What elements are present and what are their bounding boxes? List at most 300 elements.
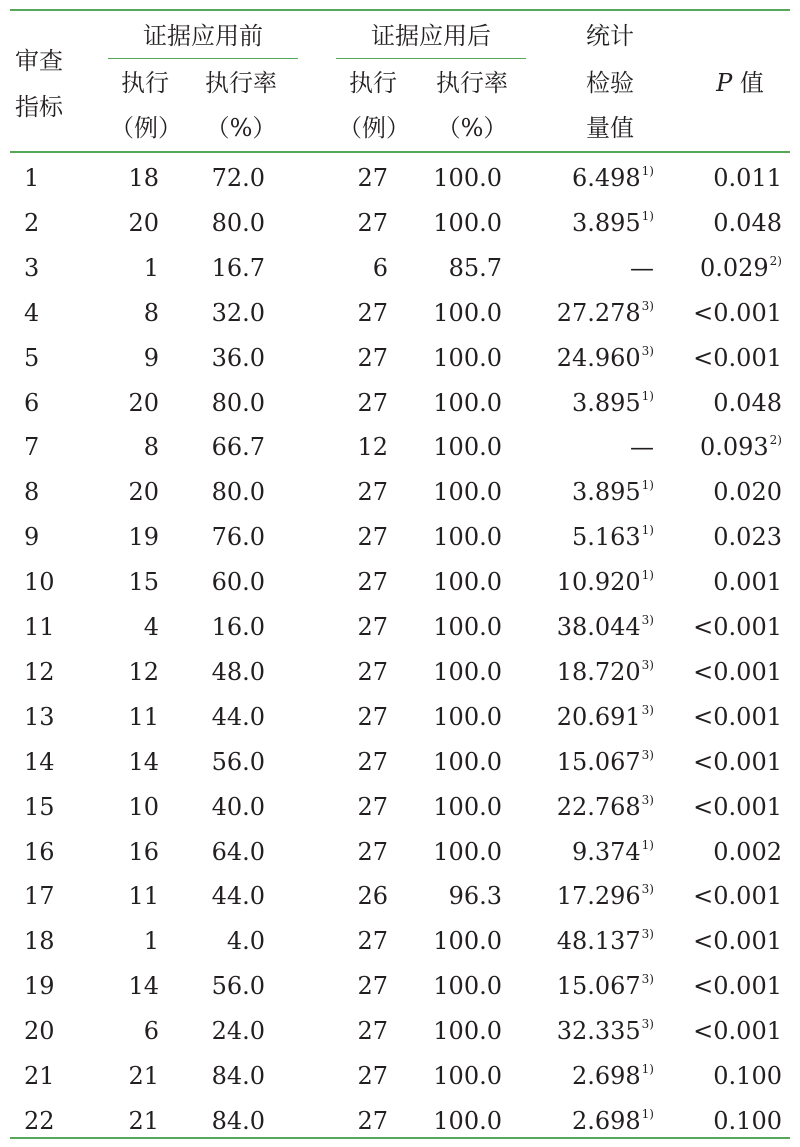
cell-value: 21 (24, 1062, 55, 1090)
cell-b-r (200, 298, 265, 328)
cell-stat (530, 657, 654, 687)
cell-a-r (430, 881, 502, 911)
header-before-exec-unit: （例） (110, 114, 182, 142)
cell-p (660, 432, 782, 462)
cell-id (24, 522, 84, 552)
cell-value: 12 (357, 433, 388, 462)
header-after-rate-unit: （%） (436, 114, 508, 142)
cell-id (24, 747, 84, 777)
cell-value: 11 (24, 613, 55, 641)
cell-value: — (630, 433, 654, 462)
header-after-rate: 执行率 (436, 69, 508, 97)
cell-b-r (200, 1016, 265, 1046)
cell-stat (530, 612, 654, 642)
cell-value: 20 (128, 478, 159, 507)
cell-b-r (200, 792, 265, 822)
cell-stat (530, 926, 654, 956)
cell-value: 20 (24, 1017, 55, 1046)
cell-stat (530, 792, 654, 822)
cell-stat (530, 1106, 654, 1136)
table-row (10, 425, 790, 470)
cell-value: <0.001 (693, 792, 782, 821)
cell-value: 18.720 (556, 657, 641, 686)
cell-id (24, 702, 84, 732)
cell-value: 14 (24, 747, 55, 776)
cell-value: 100.0 (433, 208, 502, 237)
cell-b-n (106, 1106, 159, 1136)
cell-value: 20 (128, 208, 159, 237)
cell-value: 27 (357, 568, 388, 597)
cell-value: <0.001 (693, 298, 782, 327)
cell-value: 13 (24, 702, 55, 731)
cell-a-n (340, 253, 388, 283)
cell-a-r (430, 163, 502, 193)
cell-value: 100.0 (433, 702, 502, 731)
cell-value: — (630, 253, 654, 282)
cell-id (24, 567, 84, 597)
cell-value: 27 (357, 657, 388, 686)
cell-b-n (106, 747, 159, 777)
cell-p (660, 1061, 782, 1091)
cell-value: 6.498 (571, 164, 641, 192)
table-row (10, 964, 790, 1009)
cell-value: 2.698 (571, 1106, 641, 1135)
cell-value: 14 (128, 972, 159, 1001)
cell-value: <0.001 (693, 343, 782, 372)
cell-value: 17 (24, 882, 55, 911)
cell-value: 0.001 (713, 568, 782, 597)
cell-b-n (106, 926, 159, 956)
cell-b-r (200, 477, 265, 507)
cell-a-r (430, 926, 502, 956)
cell-a-r (430, 1061, 502, 1091)
cell-value: 84.0 (211, 1106, 265, 1135)
cell-value: 8 (143, 433, 159, 462)
table-row (10, 246, 790, 291)
cell-a-n (340, 881, 388, 911)
cell-a-r (430, 567, 502, 597)
cell-value: 0.093 (699, 433, 769, 462)
cell-value: 16.7 (211, 253, 265, 282)
cell-value: 27 (357, 478, 388, 507)
cell-stat (530, 971, 654, 1001)
cell-p (660, 477, 782, 507)
footnote-marker: 1) (641, 837, 654, 852)
cell-value: 21 (128, 1062, 159, 1090)
table-row (10, 919, 790, 964)
cell-value: 66.7 (211, 433, 265, 462)
table-bottom-rule (10, 1137, 790, 1139)
cell-value: 60.0 (211, 568, 265, 597)
cell-a-n (340, 1106, 388, 1136)
cell-value: 0.020 (713, 478, 782, 507)
cell-value: 27 (357, 1062, 388, 1090)
cell-value: 100.0 (433, 613, 502, 641)
cell-a-n (340, 702, 388, 732)
table-row (10, 785, 790, 830)
table-row (10, 560, 790, 605)
cell-a-n (340, 388, 388, 418)
cell-value: 36.0 (211, 343, 265, 372)
cell-value: 44.0 (211, 702, 265, 731)
cell-p (660, 747, 782, 777)
cell-value: 100.0 (433, 523, 502, 552)
cell-value: 96.3 (448, 882, 502, 911)
cell-b-n (106, 388, 159, 418)
cell-p (660, 792, 782, 822)
cell-value: 20 (128, 388, 159, 417)
cell-stat (530, 343, 654, 373)
cell-value: 26 (357, 882, 388, 911)
table-row (10, 515, 790, 560)
footnote-marker: 3) (641, 792, 654, 807)
cell-value: 100.0 (433, 343, 502, 372)
cell-b-r (200, 567, 265, 597)
cell-value: 0.023 (713, 523, 782, 552)
footnote-marker: 1) (641, 568, 654, 583)
cell-value: 0.048 (713, 208, 782, 237)
cell-id (24, 971, 84, 1001)
cell-id (24, 298, 84, 328)
cell-value: 19 (24, 972, 55, 1001)
cell-value: 100.0 (433, 657, 502, 686)
footnote-marker: 3) (641, 972, 654, 987)
table-row (10, 470, 790, 515)
cell-value: <0.001 (693, 657, 782, 686)
cell-b-r (200, 702, 265, 732)
cell-value: 21 (128, 1106, 159, 1135)
cell-b-r (200, 208, 265, 238)
cell-value: 15 (24, 792, 55, 821)
cell-id (24, 343, 84, 373)
cell-b-r (200, 163, 265, 193)
cell-value: 0.029 (699, 253, 769, 282)
cell-value: 27 (357, 927, 388, 956)
table-row (10, 830, 790, 875)
footnote-marker: 3) (641, 882, 654, 897)
cell-stat (530, 477, 654, 507)
cell-value: 6 (143, 1017, 159, 1046)
table-row (10, 291, 790, 336)
cell-id (24, 253, 84, 283)
header-p-value (690, 68, 790, 98)
cell-b-n (106, 881, 159, 911)
cell-p (660, 971, 782, 1001)
cell-b-r (200, 971, 265, 1001)
cell-id (24, 388, 84, 418)
cell-value: <0.001 (693, 927, 782, 956)
table-row (10, 650, 790, 695)
cell-stat (530, 522, 654, 552)
cell-value: 27 (357, 792, 388, 821)
cell-value: 56.0 (211, 747, 265, 776)
cell-value: 27 (357, 298, 388, 327)
cell-b-n (106, 657, 159, 687)
cell-value: 27 (357, 1017, 388, 1046)
cell-id (24, 208, 84, 238)
cell-value: <0.001 (693, 882, 782, 911)
cell-stat (530, 432, 654, 462)
header-p-suffix: 值 (732, 69, 764, 97)
cell-b-r (200, 1061, 265, 1091)
cell-p (660, 1016, 782, 1046)
cell-value: 64.0 (211, 837, 265, 866)
cell-value: 27 (357, 1106, 388, 1135)
cell-a-n (340, 298, 388, 328)
cell-p (660, 522, 782, 552)
cell-value: 18 (24, 927, 55, 956)
footnote-marker: 1) (641, 1106, 654, 1121)
cell-a-r (430, 208, 502, 238)
cell-value: 27 (357, 208, 388, 237)
cell-value: 0.100 (713, 1062, 782, 1090)
header-bottom-rule (10, 151, 790, 153)
cell-id (24, 657, 84, 687)
cell-b-n (106, 343, 159, 373)
cell-value: 72.0 (211, 164, 265, 192)
cell-value: 100.0 (433, 298, 502, 327)
cell-stat (530, 388, 654, 418)
footnote-marker: 3) (641, 613, 654, 627)
cell-a-r (430, 657, 502, 687)
cell-b-r (200, 432, 265, 462)
cell-p (660, 702, 782, 732)
footnote-marker: 3) (641, 747, 654, 762)
cell-a-r (430, 612, 502, 642)
cell-a-n (340, 837, 388, 867)
cell-value: <0.001 (693, 1017, 782, 1046)
cell-value: 27 (357, 343, 388, 372)
cell-value: 3.895 (571, 478, 641, 507)
cell-p (660, 343, 782, 373)
cell-value: 9 (143, 343, 159, 372)
cell-stat (530, 1061, 654, 1091)
header-stat-line3: 量值 (586, 114, 634, 142)
cell-value: 22 (24, 1106, 55, 1135)
cell-value: 5 (24, 343, 40, 372)
cell-value: 20.691 (556, 702, 641, 731)
cell-value: 100.0 (433, 388, 502, 417)
header-indicator-line2: 指标 (15, 93, 63, 121)
footnote-marker: 1) (641, 1062, 654, 1076)
cell-a-r (430, 1016, 502, 1046)
cell-value: 100.0 (433, 478, 502, 507)
cell-b-r (200, 522, 265, 552)
cell-stat (530, 208, 654, 238)
cell-value: 27 (357, 972, 388, 1001)
cell-id (24, 163, 84, 193)
cell-a-r (430, 432, 502, 462)
cell-a-n (340, 477, 388, 507)
header-p-letter: P (716, 69, 733, 97)
cell-value: 4 (143, 613, 159, 641)
footnote-marker: 2) (769, 433, 782, 448)
cell-value: 0.002 (713, 837, 782, 866)
cell-b-n (106, 792, 159, 822)
cell-id (24, 612, 84, 642)
cell-value: 0.048 (713, 388, 782, 417)
group-before-underline (108, 58, 298, 59)
cell-value: 14 (128, 747, 159, 776)
cell-value: 80.0 (211, 208, 265, 237)
header-indicator-line1: 审查 (15, 47, 63, 75)
cell-a-r (430, 747, 502, 777)
cell-value: 4.0 (226, 927, 265, 956)
cell-p (660, 1106, 782, 1136)
cell-a-n (340, 1016, 388, 1046)
cell-value: 6 (372, 253, 388, 282)
cell-a-r (430, 702, 502, 732)
cell-value: 27 (357, 164, 388, 192)
cell-a-n (340, 163, 388, 193)
cell-value: 10 (128, 792, 159, 821)
cell-value: 17.296 (556, 882, 641, 911)
cell-value: 85.7 (448, 253, 502, 282)
cell-b-n (106, 837, 159, 867)
footnote-marker: 1) (641, 208, 654, 223)
cell-value: 18 (128, 164, 159, 192)
cell-value: 76.0 (211, 523, 265, 552)
cell-b-n (106, 298, 159, 328)
cell-value: 27 (357, 837, 388, 866)
cell-value: 0.011 (713, 164, 782, 192)
cell-value: 16 (128, 837, 159, 866)
table-top-rule (10, 9, 790, 11)
cell-value: <0.001 (693, 972, 782, 1001)
footnote-marker: 3) (641, 1017, 654, 1032)
cell-value: 19 (128, 523, 159, 552)
footnote-marker: 1) (641, 164, 654, 178)
cell-p (660, 163, 782, 193)
cell-stat (530, 702, 654, 732)
cell-a-n (340, 432, 388, 462)
header-stat-line2: 检验 (586, 69, 634, 97)
table-row (10, 336, 790, 381)
cell-stat (530, 1016, 654, 1046)
table-row (10, 201, 790, 246)
cell-value: 12 (24, 657, 55, 686)
cell-p (660, 567, 782, 597)
cell-value: 3.895 (571, 208, 641, 237)
cell-a-r (430, 343, 502, 373)
cell-value: 0.100 (713, 1106, 782, 1135)
cell-value: 32.335 (556, 1017, 641, 1046)
header-group-before: 证据应用前 (143, 22, 263, 50)
cell-b-n (106, 522, 159, 552)
cell-value: 22.768 (556, 792, 641, 821)
cell-value: 48.0 (211, 657, 265, 686)
cell-id (24, 792, 84, 822)
cell-value: 100.0 (433, 837, 502, 866)
cell-p (660, 612, 782, 642)
cell-value: 16.0 (211, 613, 265, 641)
header-group-after: 证据应用后 (371, 22, 491, 50)
cell-value: 9.374 (571, 837, 641, 866)
cell-b-r (200, 1106, 265, 1136)
cell-value: 4 (24, 298, 40, 327)
cell-a-n (340, 971, 388, 1001)
cell-value: 8 (24, 478, 40, 507)
cell-b-n (106, 612, 159, 642)
cell-id (24, 1061, 84, 1091)
cell-a-r (430, 837, 502, 867)
cell-value: <0.001 (693, 702, 782, 731)
cell-value: <0.001 (693, 747, 782, 776)
cell-value: 27 (357, 613, 388, 641)
footnote-marker: 1) (641, 523, 654, 538)
cell-stat (530, 298, 654, 328)
cell-b-n (106, 1016, 159, 1046)
cell-stat (530, 747, 654, 777)
header-before-exec: 执行 (121, 69, 169, 97)
cell-value: 84.0 (211, 1062, 265, 1090)
header-before-rate-unit: （%） (205, 114, 277, 142)
cell-b-n (106, 163, 159, 193)
cell-b-n (106, 253, 159, 283)
cell-b-r (200, 343, 265, 373)
table-row (10, 156, 790, 201)
cell-a-n (340, 522, 388, 552)
cell-value: 100.0 (433, 747, 502, 776)
cell-value: 80.0 (211, 478, 265, 507)
cell-value: 12 (128, 657, 159, 686)
cell-value: 48.137 (556, 927, 641, 956)
cell-stat (530, 163, 654, 193)
table-row (10, 1054, 790, 1099)
cell-id (24, 881, 84, 911)
footnote-marker: 1) (641, 388, 654, 403)
cell-value: 40.0 (211, 792, 265, 821)
cell-value: <0.001 (693, 613, 782, 641)
footnote-marker: 3) (641, 298, 654, 313)
cell-a-n (340, 792, 388, 822)
cell-a-n (340, 657, 388, 687)
cell-value: 27 (357, 388, 388, 417)
cell-value: 1 (143, 927, 159, 956)
cell-id (24, 837, 84, 867)
cell-value: 100.0 (433, 792, 502, 821)
cell-a-n (340, 567, 388, 597)
cell-b-n (106, 208, 159, 238)
cell-a-r (430, 253, 502, 283)
cell-stat (530, 881, 654, 911)
cell-value: 15.067 (556, 747, 641, 776)
cell-a-n (340, 1061, 388, 1091)
cell-a-r (430, 792, 502, 822)
cell-value: 24.960 (556, 343, 641, 372)
cell-b-r (200, 253, 265, 283)
cell-value: 100.0 (433, 433, 502, 462)
cell-value: 11 (128, 882, 159, 911)
table-row (10, 605, 790, 650)
cell-value: 10 (24, 568, 55, 597)
cell-id (24, 477, 84, 507)
footnote-marker: 3) (641, 343, 654, 358)
table-row (10, 740, 790, 785)
cell-stat (530, 567, 654, 597)
cell-value: 2 (24, 208, 40, 237)
footnote-marker: 3) (641, 657, 654, 672)
cell-a-n (340, 208, 388, 238)
cell-value: 9 (24, 523, 40, 552)
cell-value: 16 (24, 837, 55, 866)
cell-b-n (106, 477, 159, 507)
cell-value: 100.0 (433, 1106, 502, 1135)
cell-b-n (106, 971, 159, 1001)
cell-value: 1 (143, 253, 159, 282)
cell-value: 27 (357, 747, 388, 776)
cell-value: 7 (24, 433, 40, 462)
